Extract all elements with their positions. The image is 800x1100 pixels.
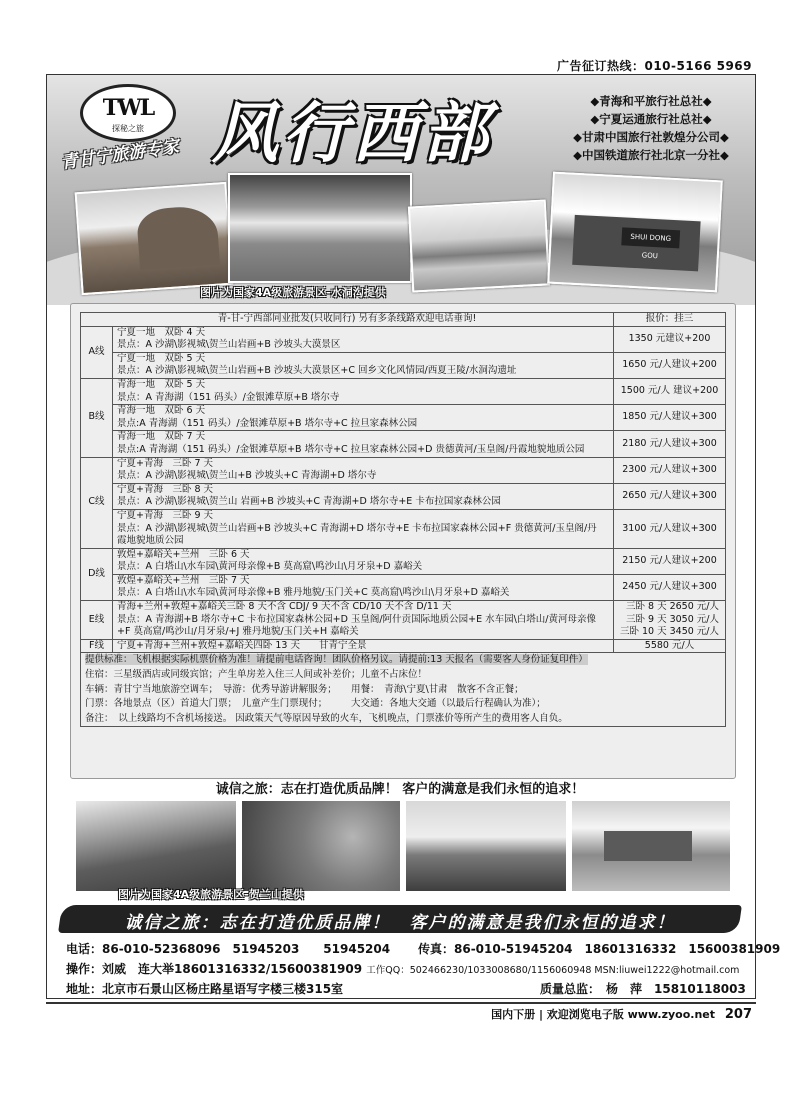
route-title: 宁夏一地 双卧 5 天 <box>117 352 206 364</box>
price-option: 三卧 9 天 3050 元/人 <box>625 613 719 625</box>
route-sights: 景点：A 沙湖\影视城\贺兰山岩画+B 沙坡头大漠景区+C 回乡文化风情园/西夏王陵/水洞沟遗址 <box>117 365 517 377</box>
footer-divider <box>46 1002 756 1004</box>
route-price: 1500 元/人 建议+200 <box>614 378 726 404</box>
agency-list <box>558 92 744 164</box>
route-label: A线 <box>81 326 113 378</box>
page-footer <box>491 1006 752 1022</box>
note-line: 备注： 以上线路均不含机场接送。 因政策天气等原因导致的火车，飞机晚点，门票涨价等所产生的费用客人自负。 <box>85 712 568 724</box>
route-description <box>113 431 614 457</box>
gallery-caption: 图片为国家4A级旅游景区-贺兰山提供 <box>118 888 304 901</box>
price-table <box>80 312 726 727</box>
route-title: 宁夏一地 双卧 4 天 <box>117 326 206 338</box>
note-text <box>81 653 726 668</box>
table-row <box>81 601 726 640</box>
quality-director-line: 质量总监： 杨 萍 15810118003 <box>540 982 746 996</box>
note-line: 提供标准：飞机根据实际机票价格为准！请提前电话咨询！团队价格另议。请提前:13 天报名（需要客人身份证复印件） <box>85 654 588 666</box>
cliff-shape <box>136 205 220 270</box>
gate-building <box>572 215 700 272</box>
route-sights: 景点：A 青海湖（151 码头）/金银滩草原+B 塔尔寺 <box>117 391 340 403</box>
logo-subtitle: 探秘之旅 <box>112 124 144 133</box>
agency-item: ◆中国铁道旅行社北京一分社◆ <box>573 148 729 162</box>
operator-line <box>66 960 739 977</box>
note-text <box>81 712 726 727</box>
route-title: 青海+兰州+敦煌+嘉峪关三卧 8 天不含 CDJ/ 9 天不含 CD/10 天不含 D/11 天 <box>117 601 452 613</box>
route-sights: 景点：A 白塔山\水车园\黄河母亲像+B 雅丹地貌/玉门关+C 莫高窟\鸣沙山\月牙泉+D 嘉峪关 <box>117 587 510 599</box>
route-label: E线 <box>81 601 113 640</box>
route-sights: 景点：A 沙湖\影视城\贺兰山 岩画+B 沙坡头+C 青海湖+D 塔尔寺+E 卡布拉国家森林公园 <box>117 496 501 508</box>
table-header-row <box>81 313 726 327</box>
ad-hotline: 广告征订热线：010-5166 5969 <box>556 59 752 73</box>
route-price: 2150 元/人建议+200 <box>614 548 726 574</box>
route-title: 青海一地 双卧 5 天 <box>117 378 206 390</box>
route-price: 3100 元/人建议+300 <box>614 509 726 548</box>
route-price: 1850 元/人建议+300 <box>614 405 726 431</box>
table-row <box>81 326 726 352</box>
table-row <box>81 352 726 378</box>
museum-building <box>604 831 692 861</box>
operator-text: 操作：刘威 连大举18601316332/15600381909 <box>66 962 363 976</box>
agency-item: ◆宁夏运通旅行社总社◆ <box>590 112 712 126</box>
note-line: 门票：各地景点（区）首道大门票； 儿童产生门票现付； 大交通：各地大交通（以最后行程确认为准）； <box>85 698 546 710</box>
route-description <box>113 378 614 404</box>
gallery-photo-mountain <box>241 800 401 892</box>
route-description <box>113 601 614 640</box>
scenery-photo-cliff <box>75 182 234 295</box>
route-title: 敦煌+嘉峪关+兰州 三卧 6 天 <box>117 548 250 560</box>
table-header-left: 青-甘-宁西部同业批发(只收同行) 另有多条线路欢迎电话垂询! <box>81 313 614 327</box>
route-description <box>113 509 614 548</box>
note-text <box>81 697 726 712</box>
route-description <box>113 405 614 431</box>
route-description <box>113 548 614 574</box>
table-row <box>81 639 726 653</box>
route-description <box>113 483 614 509</box>
price-option: 三卧 8 天 2650 元/人 <box>625 601 719 613</box>
route-title: 青海一地 双卧 6 天 <box>117 405 206 417</box>
route-price: 2300 元/人建议+300 <box>614 457 726 483</box>
logo-mark: TWL <box>102 95 154 121</box>
table-header-right: 报价：挂三 <box>614 313 726 327</box>
route-sights: 景点:A 青海湖（151 码头）/金银滩草原+B 塔尔寺+C 拉旦家森林公园+D 贵德黄河/玉皇阁/丹霞地貌地质公园 <box>117 443 585 455</box>
price-option: 三卧 10 天 3450 元/人 <box>619 626 719 638</box>
table-row <box>81 378 726 404</box>
route-price: 2450 元/人建议+300 <box>614 574 726 600</box>
route-sights: 景点：A 沙湖\影视城\贺兰山+B 沙坡头+C 青海湖+D 塔尔寺 <box>117 470 377 482</box>
route-description <box>113 574 614 600</box>
note-line: 住宿：三星级酒店或同级宾馆；产生单房差入住三人间或补差价；儿童不占床位！ <box>85 669 428 681</box>
note-text <box>81 668 726 683</box>
table-row <box>81 574 726 600</box>
note-text <box>81 683 726 698</box>
route-price: 2650 元/人建议+300 <box>614 483 726 509</box>
table-row <box>81 405 726 431</box>
route-title: 宁夏+青海 三卧 7 天 <box>117 457 214 469</box>
route-description <box>113 457 614 483</box>
address-line: 地址：北京市石景山区杨庄路星语写字楼三楼315室 <box>66 982 344 996</box>
table-row <box>81 509 726 548</box>
page-title: 风行西部 <box>212 94 492 172</box>
scenery-photo-gate <box>547 172 723 293</box>
route-sights: +F 莫高窟/鸣沙山/月牙泉/+J 雅丹地貌/玉门关+H 嘉峪关 <box>117 626 359 638</box>
route-title: 青海一地 双卧 7 天 <box>117 431 206 443</box>
scenery-photo-canyon <box>228 173 412 283</box>
route-title: 敦煌+嘉峪关+兰州 三卧 7 天 <box>117 574 250 586</box>
qq-msn-text: 工作QQ：502466230/1033008680/1156060948 MSN:liuwei1222@hotmail.com <box>366 965 740 976</box>
route-price: 1350 元建议+200 <box>614 326 726 352</box>
tour-price-table <box>80 312 726 770</box>
note-row <box>81 683 726 698</box>
page-number: 207 <box>724 1007 752 1022</box>
route-title: 宁夏+青海+兰州+敦煌+嘉峪关四卧 13 天 甘青宁全景 <box>117 639 367 651</box>
route-label: D线 <box>81 548 113 600</box>
note-row <box>81 653 726 668</box>
route-sights: 霞地貌地质公园 <box>117 535 184 547</box>
table-row <box>81 431 726 457</box>
banner-photo-caption: 图片为国家4A级旅游景区-水洞沟提供 <box>200 286 386 299</box>
route-sights: 景点：A 沙湖\影视城\贺兰山岩画+B 沙坡头+C 青海湖+D 塔尔寺+E 卡布拉国家森林公园+F 贵德黄河/玉皇阁/丹 <box>117 522 597 534</box>
route-sights: 景点：A 青海湖+B 塔尔寺+C 卡布拉国家森林公园+D 玉皇阁/阿什贡国际地质公园+E 水车园\白塔山/黄河母亲像 <box>117 613 597 625</box>
route-price <box>614 601 726 640</box>
agency-item: ◆青海和平旅行社总社◆ <box>590 94 712 108</box>
route-label: C线 <box>81 457 113 548</box>
agency-item: ◆甘肃中国旅行社敦煌分公司◆ <box>573 130 729 144</box>
gate-sign: SHUI DONG GOU <box>621 227 680 248</box>
route-title: 宁夏+青海 三卧 8 天 <box>117 483 214 495</box>
scenery-photo-lake <box>408 199 550 292</box>
route-sights: 景点：A 白塔山\水车园\黄河母亲像+B 莫高窟\鸣沙山\月牙泉+D 嘉峪关 <box>117 561 423 573</box>
footer-text: 国内下册 | 欢迎浏览电子版 www.zyoo.net <box>491 1008 716 1021</box>
route-description <box>113 352 614 378</box>
table-row <box>81 548 726 574</box>
table-row <box>81 483 726 509</box>
route-description <box>113 639 614 653</box>
brand-slogan: 青甘宁旅游专家 <box>59 136 181 174</box>
note-row <box>81 668 726 683</box>
mid-slogan: 诚信之旅：志在打造优质品牌！ 客户的满意是我们永恒的追求！ <box>215 782 585 797</box>
route-sights: 景点：A 沙湖\影视城\贺兰山岩画+B 沙坡头大漠景区 <box>117 339 341 351</box>
table-row <box>81 457 726 483</box>
note-row <box>81 712 726 727</box>
route-label: B线 <box>81 378 113 457</box>
route-price: 1650 元/人建议+200 <box>614 352 726 378</box>
brush-slogan: 诚信之旅：志在打造优质品牌！ 客户的满意是我们永恒的追求！ <box>124 913 676 933</box>
fax-line: 传真：86-010-51945204 18601316332 15600381909 <box>418 942 781 956</box>
note-line: 车辆：青甘宁当地旅游空调车； 导游：优秀导游讲解服务； 用餐： 青海\宁夏\甘肃 散客不含正餐； <box>85 683 524 695</box>
route-price: 5580 元/人 <box>614 639 726 653</box>
route-title: 宁夏+青海 三卧 9 天 <box>117 509 214 521</box>
gallery-photo-goat <box>405 800 567 892</box>
route-sights: 景点:A 青海湖（151 码头）/金银滩草原+B 塔尔寺+C 拉旦家森林公园 <box>117 417 418 429</box>
route-description <box>113 326 614 352</box>
note-row <box>81 697 726 712</box>
gallery-photo-rock <box>75 800 237 892</box>
gallery-photo-museum <box>571 800 731 892</box>
route-price: 2180 元/人建议+300 <box>614 431 726 457</box>
route-label: F线 <box>81 639 113 653</box>
phone-line: 电话：86-010-52368096 51945203 51945204 <box>66 942 391 956</box>
